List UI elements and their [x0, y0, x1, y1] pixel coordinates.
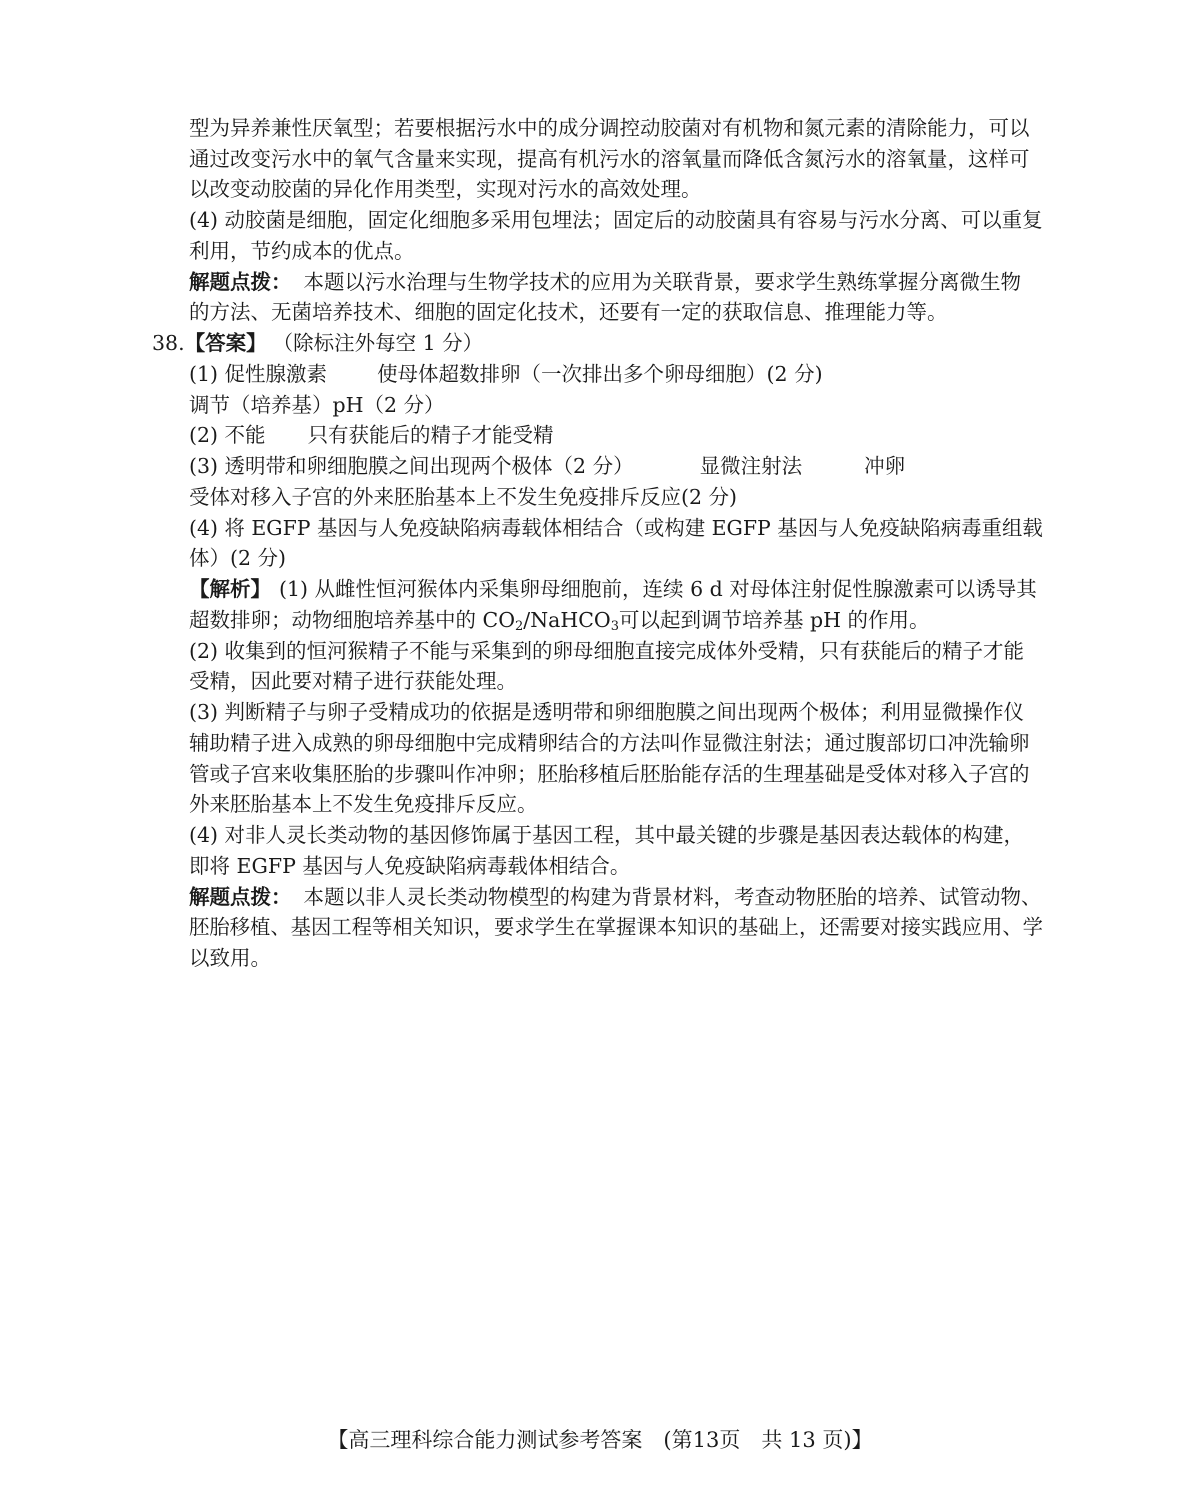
analysis-3-line-4: 外来胚胎基本上不发生免疫排斥反应。 — [189, 792, 538, 816]
q37-tip-line-2: 的方法、无菌培养技术、细胞的固定化技术，还要有一定的获取信息、推理能力等。 — [189, 300, 948, 324]
q38-tip-label: 解题点拨： — [189, 885, 292, 909]
analysis-3-line-3: 管或子宫来收集胚胎的步骤叫作冲卵；胚胎移植后胚胎能存活的生理基础是受体对移入子宫的 — [189, 762, 1030, 786]
q38-tip-line-1 — [189, 883, 1042, 911]
answer-2-part-a: (2) 不能 — [189, 423, 266, 447]
q37-text-line-5: 利用，节约成本的优点。 — [189, 239, 415, 263]
q37-text-line-2: 通过改变污水中的氧气含量来实现，提高有机污水的溶氧量而降低含氮污水的溶氧量，这样可 — [189, 147, 1030, 171]
answer-1-line-1 — [189, 360, 823, 388]
analysis-1-text-start: 超数排卵；动物细胞培养基中的 CO — [189, 608, 516, 632]
answer-3-part-c: 冲卵 — [864, 454, 906, 478]
analysis-line-1 — [189, 575, 1037, 603]
q38-tip-text: 本题以非人灵长类动物模型的构建为背景材料，考查动物胚胎的培养、试管动物、 — [303, 885, 1042, 909]
page-footer: 【高三理科综合能力测试参考答案 (第13页 共 13 页)】 — [327, 1428, 873, 1452]
answer-1-part-a: (1) 促性腺激素 — [189, 362, 328, 386]
q38-tip-line-3: 以致用。 — [189, 946, 271, 970]
analysis-2-line-2: 受精，因此要对精子进行获能处理。 — [189, 669, 517, 693]
q38-tip-line-2: 胚胎移植、基因工程等相关知识，要求学生在掌握课本知识的基础上，还需要对接实践应用、学 — [189, 915, 1043, 939]
analysis-3-line-2: 辅助精子进入成熟的卵母细胞中完成精卵结合的方法叫作显微注射法；通过腹部切口冲洗输卵 — [189, 731, 1030, 755]
analysis-2-line-1: (2) 收集到的恒河猴精子不能与采集到的卵母细胞直接完成体外受精，只有获能后的精子才能 — [189, 639, 1025, 663]
analysis-4-line-1: (4) 对非人灵长类动物的基因修饰属于基因工程，其中最关键的步骤是基因表达载体的构建， — [189, 823, 1025, 847]
answer-2-line — [189, 421, 554, 449]
q38-number: 38. — [152, 331, 185, 355]
q37-tip-line-1 — [189, 268, 1021, 296]
q37-tip-label: 解题点拨： — [189, 270, 292, 294]
analysis-1-text-end: 可以起到调节培养基 pH 的作用。 — [619, 608, 930, 632]
answer-3-part-a: (3) 透明带和卵细胞膜之间出现两个极体（2 分） — [189, 454, 634, 478]
analysis-1-text: (1) 从雌性恒河猴体内采集卵母细胞前，连续 6 d 对母体注射促性腺激素可以诱导其 — [279, 577, 1037, 601]
answer-3-part-b: 显微注射法 — [699, 454, 803, 478]
answer-1-part-b: 使母体超数排卵（一次排出多个卵母细胞）(2 分) — [377, 362, 823, 386]
answer-note: （除标注外每空 1 分） — [272, 331, 484, 355]
answer-label: 【答案】 — [184, 331, 267, 355]
analysis-line-2 — [189, 606, 930, 634]
nahco-text: /NaHCO — [523, 608, 611, 632]
answer-3-part-d: 受体对移入子宫的外来胚胎基本上不发生免疫排斥反应(2 分) — [189, 485, 738, 509]
answer-2-part-b: 只有获能后的精子才能受精 — [307, 423, 554, 447]
q37-text-line-1: 型为异养兼性厌氧型；若要根据污水中的成分调控动胶菌对有机物和氮元素的清除能力，可以 — [189, 116, 1030, 140]
q37-text-line-4: (4) 动胶菌是细胞，固定化细胞多采用包埋法；固定后的动胶菌具有容易与污水分离、可以重复 — [189, 208, 1043, 232]
answer-4-line-2: 体）(2 分) — [189, 546, 287, 570]
answer-1-part-c: 调节（培养基）pH（2 分） — [189, 393, 445, 417]
q38-answer-header — [152, 329, 483, 357]
co2-subscript: 2 — [515, 619, 524, 634]
analysis-label: 【解析】 — [189, 577, 271, 601]
answer-3-line-1 — [189, 452, 905, 480]
analysis-4-line-2: 即将 EGFP 基因与人免疫缺陷病毒载体相结合。 — [189, 854, 631, 878]
nahco3-subscript: 3 — [610, 619, 620, 634]
analysis-3-line-1: (3) 判断精子与卵子受精成功的依据是透明带和卵细胞膜之间出现两个极体；利用显微操作仪 — [189, 700, 1025, 724]
answer-4-line-1: (4) 将 EGFP 基因与人免疫缺陷病毒载体相结合（或构建 EGFP 基因与人免疫缺陷病毒重组载 — [189, 516, 1043, 540]
q37-tip-text: 本题以污水治理与生物学技术的应用为关联背景，要求学生熟练掌握分离微生物 — [303, 270, 1021, 294]
q37-text-line-3: 以改变动胶菌的异化作用类型，实现对污水的高效处理。 — [189, 177, 702, 201]
